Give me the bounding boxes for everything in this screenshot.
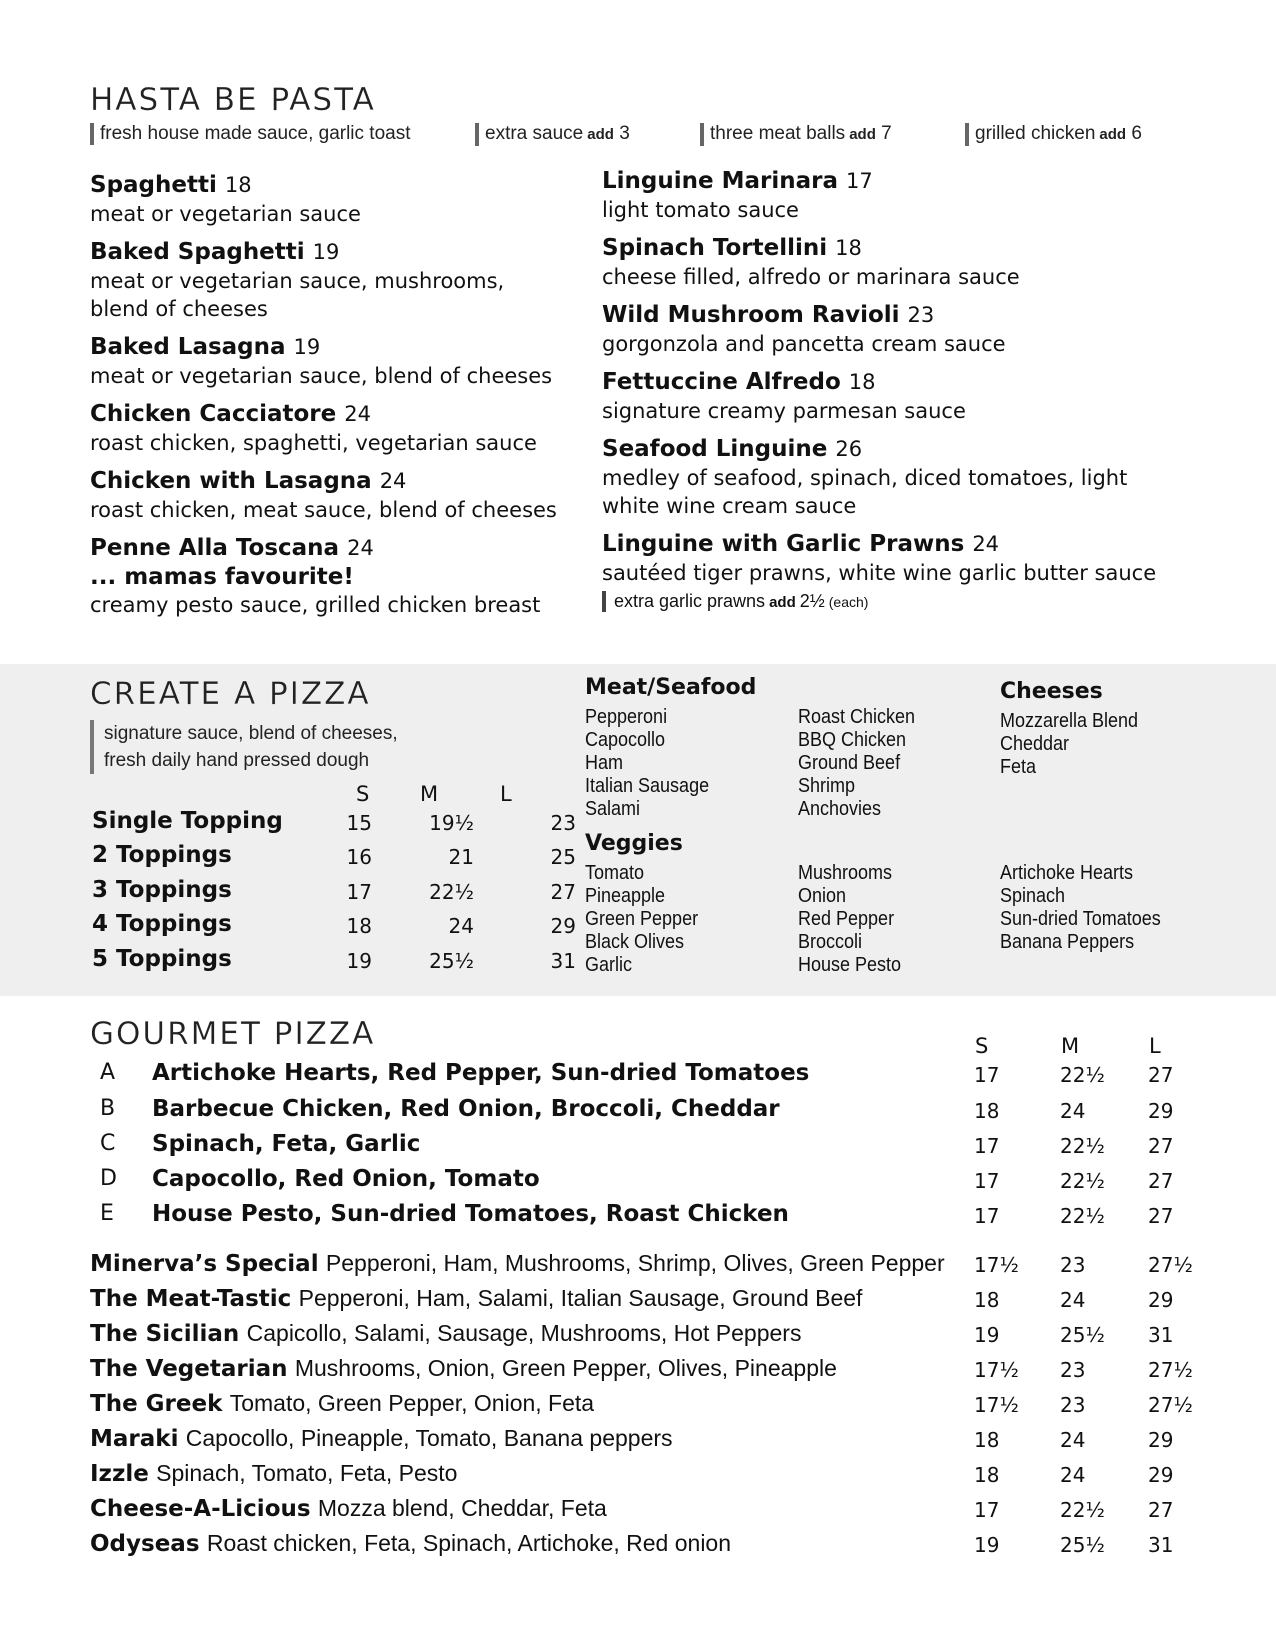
- pasta-note-text: extra sauce: [485, 123, 584, 144]
- pizza-toppings: Spinach, Feta, Garlic: [152, 1131, 421, 1157]
- price-s: 17: [346, 880, 372, 904]
- veg-list-col1: [585, 862, 698, 977]
- price-l: 29: [1148, 1288, 1174, 1312]
- item-description: cheese filled, alfredo or marinara sauce: [602, 265, 1020, 289]
- pasta-note-extra-sauce: [475, 123, 630, 146]
- price-m: 25½: [1060, 1533, 1105, 1557]
- price-l: 27½: [1148, 1253, 1193, 1277]
- topping-item: Black Olives: [585, 931, 685, 953]
- topping-item: Pepperoni: [585, 706, 668, 728]
- pasta-right-column: [602, 166, 1222, 621]
- pasta-note-text: three meat balls: [710, 123, 846, 144]
- item-description: meat or vegetarian sauce, mushrooms, blend of cheeses: [90, 269, 505, 321]
- menu-item: [90, 170, 590, 228]
- price-m: 22½: [1060, 1063, 1105, 1087]
- topping-count: 3 Toppings: [92, 877, 232, 903]
- pasta-note-text: fresh house made sauce, garlic toast: [100, 123, 411, 144]
- price-s: 17½: [974, 1358, 1019, 1382]
- pasta-note-text: grilled chicken: [975, 123, 1096, 144]
- item-tagline: ... mamas favourite!: [90, 564, 354, 590]
- price-m: 23: [1060, 1253, 1086, 1277]
- menu-item: [602, 367, 1222, 425]
- menu-item: [90, 332, 590, 390]
- price-l: 27: [1148, 1498, 1174, 1522]
- price-s: 18: [974, 1099, 1000, 1123]
- price-m: 24: [448, 914, 474, 938]
- price-l: 27½: [1148, 1358, 1193, 1382]
- topping-item: Salami: [585, 798, 641, 820]
- item-price: 17: [846, 169, 873, 193]
- price-l: 25: [550, 845, 576, 869]
- price-l: 27: [1148, 1134, 1174, 1158]
- price-s: 18: [974, 1288, 1000, 1312]
- topping-count: 2 Toppings: [92, 842, 232, 868]
- price-s: 17½: [974, 1253, 1019, 1277]
- item-price: 24: [344, 402, 371, 426]
- topping-item: Ground Beef: [798, 752, 901, 774]
- veggies-heading: Veggies: [585, 831, 683, 856]
- topping-count: Single Topping: [92, 808, 283, 834]
- item-name: Spinach Tortellini: [602, 235, 828, 261]
- price-m: 25½: [429, 949, 474, 973]
- item-price: 18: [848, 370, 876, 394]
- pizza-letter: B: [100, 1096, 116, 1121]
- add-amount: 6: [1131, 123, 1142, 144]
- topping-item: Anchovies: [798, 798, 882, 820]
- pizza-title: [90, 1355, 837, 1382]
- topping-item: Italian Sausage: [585, 775, 710, 797]
- pizza-name: The Vegetarian: [90, 1356, 288, 1382]
- pizza-title: [90, 1250, 945, 1277]
- menu-item: [602, 300, 1222, 358]
- topping-count: 4 Toppings: [92, 911, 232, 937]
- price-l: 29: [550, 914, 576, 938]
- price-s: 16: [346, 845, 372, 869]
- item-price: 19: [293, 335, 321, 359]
- meat-seafood-heading: Meat/Seafood: [585, 675, 757, 700]
- topping-price-row: [92, 877, 576, 911]
- create-pizza-title: CREATE A PIZZA: [90, 676, 371, 712]
- pizza-title: [90, 1530, 731, 1557]
- menu-item: [90, 533, 590, 619]
- gourmet-named-row: [90, 1495, 1210, 1529]
- topping-price-row: [92, 911, 576, 945]
- gourmet-named-row: [90, 1250, 1210, 1284]
- item-price: 19: [312, 240, 340, 264]
- item-description: signature creamy parmesan sauce: [602, 399, 966, 423]
- price-m: 22½: [1060, 1204, 1105, 1228]
- pizza-name: Izzle: [90, 1461, 149, 1487]
- price-m: 24: [1060, 1463, 1086, 1487]
- note-text: extra garlic prawns: [614, 591, 766, 611]
- pizza-name: Minerva’s Special: [90, 1251, 319, 1277]
- create-pizza-subtitle: [90, 720, 398, 774]
- item-name: Chicken Cacciatore: [90, 401, 337, 427]
- gourmet-lettered-row: [90, 1166, 1210, 1200]
- veg-list-col3: [1000, 862, 1161, 954]
- topping-item: Ham: [585, 752, 624, 774]
- pizza-ingredients: Pepperoni, Ham, Mushrooms, Shrimp, Olives, Green Pepper: [325, 1250, 945, 1276]
- gourmet-pizza-title: GOURMET PIZZA: [90, 1016, 376, 1052]
- pizza-name: Cheese-A-Licious: [90, 1496, 311, 1522]
- price-l: 31: [550, 949, 576, 973]
- item-description: roast chicken, spaghetti, vegetarian sauce: [90, 431, 537, 455]
- each-label: (each): [828, 594, 869, 610]
- price-s: 19: [974, 1323, 1000, 1347]
- pizza-title: [90, 1495, 607, 1522]
- item-price: 18: [224, 173, 252, 197]
- item-name: Baked Spaghetti: [90, 239, 305, 265]
- gourmet-lettered-row: [90, 1131, 1210, 1165]
- pizza-ingredients: Capocollo, Pineapple, Tomato, Banana peppers: [185, 1425, 673, 1451]
- item-price: 24: [347, 536, 374, 560]
- price-l: 27½: [1148, 1393, 1193, 1417]
- price-l: 23: [550, 811, 576, 835]
- price-l: 31: [1148, 1323, 1174, 1347]
- price-l: 29: [1148, 1099, 1174, 1123]
- item-price: 24: [379, 469, 407, 493]
- size-header-l: L: [500, 782, 512, 806]
- item-price: 24: [972, 532, 1000, 556]
- topping-item: Feta: [1000, 756, 1037, 778]
- pizza-toppings: Artichoke Hearts, Red Pepper, Sun-dried Tomatoes: [152, 1060, 810, 1086]
- item-description: medley of seafood, spinach, diced tomatoes, light white wine cream sauce: [602, 466, 1128, 518]
- price-s: 19: [974, 1533, 1000, 1557]
- price-m: 24: [1060, 1428, 1086, 1452]
- price-m: 21: [448, 845, 474, 869]
- gourmet-named-row: [90, 1460, 1210, 1494]
- gourmet-lettered-row: [90, 1060, 1210, 1094]
- pizza-name: Odyseas: [90, 1531, 200, 1557]
- pasta-note-grilled-chicken: [965, 123, 1142, 146]
- price-m: 24: [1060, 1099, 1086, 1123]
- price-m: 22½: [1060, 1134, 1105, 1158]
- item-name: Wild Mushroom Ravioli: [602, 302, 900, 328]
- size-header-l: L: [1149, 1034, 1161, 1058]
- price-l: 29: [1148, 1463, 1174, 1487]
- size-header-s: S: [975, 1034, 989, 1058]
- add-label: add: [849, 126, 876, 143]
- pizza-title: [90, 1460, 457, 1487]
- price-l: 27: [550, 880, 576, 904]
- pizza-title: [90, 1320, 801, 1347]
- topping-item: Spinach: [1000, 885, 1066, 907]
- gourmet-named-row: [90, 1390, 1210, 1424]
- price-s: 15: [346, 811, 372, 835]
- size-header-m: M: [420, 782, 439, 806]
- item-price: 18: [835, 236, 862, 260]
- add-label: add: [1099, 126, 1127, 143]
- topping-price-row: [92, 842, 576, 876]
- topping-item: Broccoli: [798, 931, 863, 953]
- price-m: 22½: [1060, 1169, 1105, 1193]
- item-name: Fettuccine Alfredo: [602, 369, 841, 395]
- price-s: 17: [974, 1134, 1000, 1158]
- topping-item: Banana Peppers: [1000, 931, 1135, 953]
- price-m: 22½: [1060, 1498, 1105, 1522]
- topping-item: Mozzarella Blend: [1000, 710, 1139, 732]
- pizza-letter: E: [100, 1201, 114, 1226]
- topping-item: Artichoke Hearts: [1000, 862, 1134, 884]
- add-amount: 3: [619, 123, 630, 144]
- pizza-title: [90, 1390, 594, 1417]
- menu-item: [90, 466, 590, 524]
- add-label: add: [587, 126, 614, 143]
- price-l: 29: [1148, 1428, 1174, 1452]
- topping-item: Capocollo: [585, 729, 666, 751]
- item-description: meat or vegetarian sauce: [90, 202, 361, 226]
- topping-price-row: [92, 946, 576, 980]
- gourmet-lettered-row: [90, 1201, 1210, 1235]
- topping-item: Green Pepper: [585, 908, 699, 930]
- topping-item: Tomato: [585, 862, 645, 884]
- gourmet-named-row: [90, 1530, 1210, 1564]
- item-description: sautéed tiger prawns, white wine garlic butter sauce: [602, 561, 1157, 585]
- topping-item: Shrimp: [798, 775, 856, 797]
- size-header-m: M: [1061, 1034, 1080, 1058]
- item-name: Penne Alla Toscana: [90, 535, 340, 561]
- pizza-ingredients: Spinach, Tomato, Feta, Pesto: [156, 1460, 458, 1486]
- price-s: 18: [346, 914, 372, 938]
- price-s: 17: [974, 1063, 1000, 1087]
- item-price: 26: [835, 437, 863, 461]
- menu-item: [602, 529, 1222, 612]
- item-description: creamy pesto sauce, grilled chicken breast: [90, 593, 541, 617]
- topping-item: BBQ Chicken: [798, 729, 907, 751]
- item-name: Baked Lasagna: [90, 334, 286, 360]
- menu-item: [602, 166, 1222, 224]
- item-price: 23: [907, 303, 935, 327]
- menu-item: [602, 434, 1222, 520]
- topping-item: Cheddar: [1000, 733, 1070, 755]
- price-l: 27: [1148, 1063, 1174, 1087]
- pizza-ingredients: Capicollo, Salami, Sausage, Mushrooms, Hot Peppers: [246, 1320, 802, 1346]
- item-description: meat or vegetarian sauce, blend of cheeses: [90, 364, 553, 388]
- item-description: gorgonzola and pancetta cream sauce: [602, 332, 1006, 356]
- subtitle-line: signature sauce, blend of cheeses,: [104, 723, 398, 744]
- pasta-note-base: [90, 123, 411, 145]
- topping-item: Garlic: [585, 954, 633, 976]
- price-m: 23: [1060, 1358, 1086, 1382]
- size-header-s: S: [356, 782, 370, 806]
- pizza-toppings: Capocollo, Red Onion, Tomato: [152, 1166, 540, 1192]
- topping-item: Onion: [798, 885, 847, 907]
- topping-item: Red Pepper: [798, 908, 895, 930]
- topping-count: 5 Toppings: [92, 946, 232, 972]
- topping-item: Sun-dried Tomatoes: [1000, 908, 1161, 930]
- price-s: 17: [974, 1498, 1000, 1522]
- cheese-list: [1000, 710, 1138, 779]
- menu-item: [602, 233, 1222, 291]
- price-l: 27: [1148, 1204, 1174, 1228]
- pizza-name: The Meat-Tastic: [90, 1286, 292, 1312]
- pizza-title: [90, 1425, 673, 1452]
- meat-list-col1: [585, 706, 709, 821]
- topping-item: House Pesto: [798, 954, 902, 976]
- gourmet-lettered-row: [90, 1096, 1210, 1130]
- pizza-title: [90, 1285, 862, 1312]
- price-s: 17½: [974, 1393, 1019, 1417]
- price-l: 31: [1148, 1533, 1174, 1557]
- gourmet-named-row: [90, 1285, 1210, 1319]
- price-s: 19: [346, 949, 372, 973]
- pizza-ingredients: Mozza blend, Cheddar, Feta: [317, 1495, 607, 1521]
- topping-item: Pineapple: [585, 885, 666, 907]
- pasta-note-meat-balls: [700, 123, 892, 146]
- pizza-letter: C: [100, 1131, 116, 1156]
- price-s: 18: [974, 1463, 1000, 1487]
- price-m: 25½: [1060, 1323, 1105, 1347]
- item-name: Spaghetti: [90, 172, 217, 198]
- menu-item: [90, 399, 590, 457]
- pizza-ingredients: Mushrooms, Onion, Green Pepper, Olives, Pineapple: [294, 1355, 837, 1381]
- add-label: add: [769, 594, 796, 611]
- pizza-ingredients: Tomato, Green Pepper, Onion, Feta: [229, 1390, 595, 1416]
- subtitle-line: fresh daily hand pressed dough: [104, 750, 370, 771]
- gourmet-named-row: [90, 1320, 1210, 1354]
- pizza-name: The Greek: [90, 1391, 223, 1417]
- pizza-ingredients: Pepperoni, Ham, Salami, Italian Sausage, Ground Beef: [298, 1285, 863, 1311]
- price-m: 22½: [429, 880, 474, 904]
- price-s: 18: [974, 1428, 1000, 1452]
- price-m: 24: [1060, 1288, 1086, 1312]
- pizza-ingredients: Roast chicken, Feta, Spinach, Artichoke, Red onion: [206, 1530, 732, 1556]
- price-s: 17: [974, 1204, 1000, 1228]
- item-name: Linguine Marinara: [602, 168, 839, 194]
- pizza-letter: D: [100, 1166, 117, 1191]
- item-name: Chicken with Lasagna: [90, 468, 372, 494]
- add-amount: 7: [881, 123, 892, 144]
- item-name: Seafood Linguine: [602, 436, 828, 462]
- pasta-section-title: HASTA BE PASTA: [90, 82, 376, 118]
- veg-list-col2: [798, 862, 901, 977]
- item-name: Linguine with Garlic Prawns: [602, 531, 965, 557]
- item-description: light tomato sauce: [602, 198, 799, 222]
- item-description: roast chicken, meat sauce, blend of cheeses: [90, 498, 557, 522]
- extra-prawns-note: [602, 591, 1222, 612]
- gourmet-named-row: [90, 1355, 1210, 1389]
- menu-item: [90, 237, 590, 323]
- cheeses-heading: Cheeses: [1000, 679, 1103, 704]
- gourmet-named-row: [90, 1425, 1210, 1459]
- meat-list-col2: [798, 706, 915, 821]
- pasta-left-column: [90, 170, 590, 628]
- pizza-letter: A: [100, 1060, 116, 1085]
- pizza-name: Maraki: [90, 1426, 179, 1452]
- topping-price-row: [92, 808, 576, 842]
- price-l: 27: [1148, 1169, 1174, 1193]
- topping-item: Mushrooms: [798, 862, 893, 884]
- add-amount: 2½: [799, 591, 825, 611]
- topping-item: Roast Chicken: [798, 706, 916, 728]
- price-m: 19½: [429, 811, 474, 835]
- pizza-toppings: Barbecue Chicken, Red Onion, Broccoli, Cheddar: [152, 1096, 780, 1122]
- pizza-name: The Sicilian: [90, 1321, 240, 1347]
- price-s: 17: [974, 1169, 1000, 1193]
- pizza-toppings: House Pesto, Sun-dried Tomatoes, Roast Chicken: [152, 1201, 789, 1227]
- price-m: 23: [1060, 1393, 1086, 1417]
